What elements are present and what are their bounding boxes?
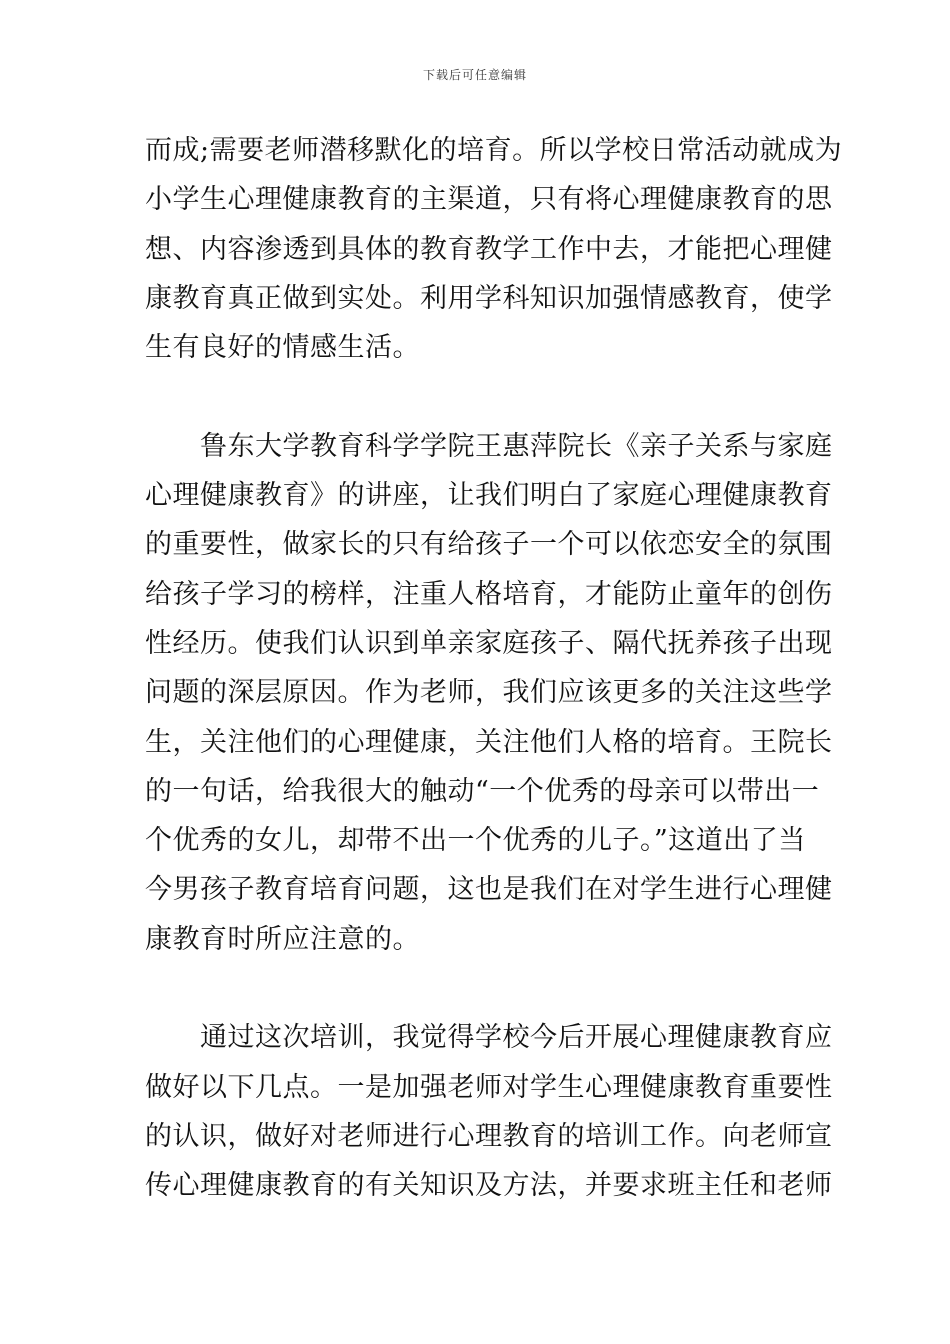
- page-header-note: 下载后可任意编辑: [422, 68, 527, 82]
- text-line: 生，关注他们的心理健康，关注他们人格的培育。王院长: [145, 726, 833, 758]
- text-line: 康教育时所应注意的。: [145, 923, 420, 955]
- text-line: 今男孩子教育培育问题，这也是我们在对学生进行心理健: [145, 874, 833, 906]
- paragraph-3: [145, 1013, 833, 1210]
- document-body: [145, 126, 843, 1211]
- text-line: 而成;需要老师潜移默化的培育。所以学校日常活动就成为: [145, 135, 843, 166]
- text-line: 的重要性，做家长的只有给孩子一个可以依恋安全的氛围: [145, 529, 833, 561]
- text-line: 小学生心理健康教育的主渠道，只有将心理健康教育的思: [145, 184, 833, 216]
- text-line: 心理健康教育》的讲座，让我们明白了家庭心理健康教育: [145, 480, 833, 512]
- text-line: 康教育真正做到实处。利用学科知识加强情感教育，使学: [145, 282, 833, 314]
- paragraph-2: [145, 422, 833, 964]
- paragraph-spacer: [145, 372, 809, 421]
- text-line: 性经历。使我们认识到单亲家庭孩子、隔代抚养孩子出现: [145, 627, 833, 659]
- text-line: 想、内容渗透到具体的教育教学工作中去，才能把心理健: [145, 233, 833, 265]
- paragraph-1: [145, 126, 843, 372]
- text-line: 问题的深层原因。作为老师，我们应该更多的关注这些学: [145, 677, 833, 709]
- text-line: 生有良好的情感生活。: [145, 332, 420, 364]
- text-line: 个优秀的女儿，却带不出一个优秀的儿子。”这道出了当: [145, 825, 806, 857]
- paragraph-spacer: [145, 964, 809, 1013]
- text-line: 做好以下几点。一是加强老师对学生心理健康教育重要性: [145, 1071, 833, 1103]
- text-line: 给孩子学习的榜样，注重人格培育，才能防止童年的创伤: [145, 578, 833, 610]
- text-line: 鲁东大学教育科学学院王惠萍院长《亲子关系与家庭: [200, 430, 833, 462]
- text-line: 的认识，做好对老师进行心理教育的培训工作。向老师宣: [145, 1120, 833, 1152]
- text-line: 的一句话，给我很大的触动“一个优秀的母亲可以带出一: [145, 775, 820, 807]
- text-line: 传心理健康教育的有关知识及方法，并要求班主任和老师: [145, 1170, 833, 1202]
- text-line: 通过这次培训，我觉得学校今后开展心理健康教育应: [200, 1022, 833, 1054]
